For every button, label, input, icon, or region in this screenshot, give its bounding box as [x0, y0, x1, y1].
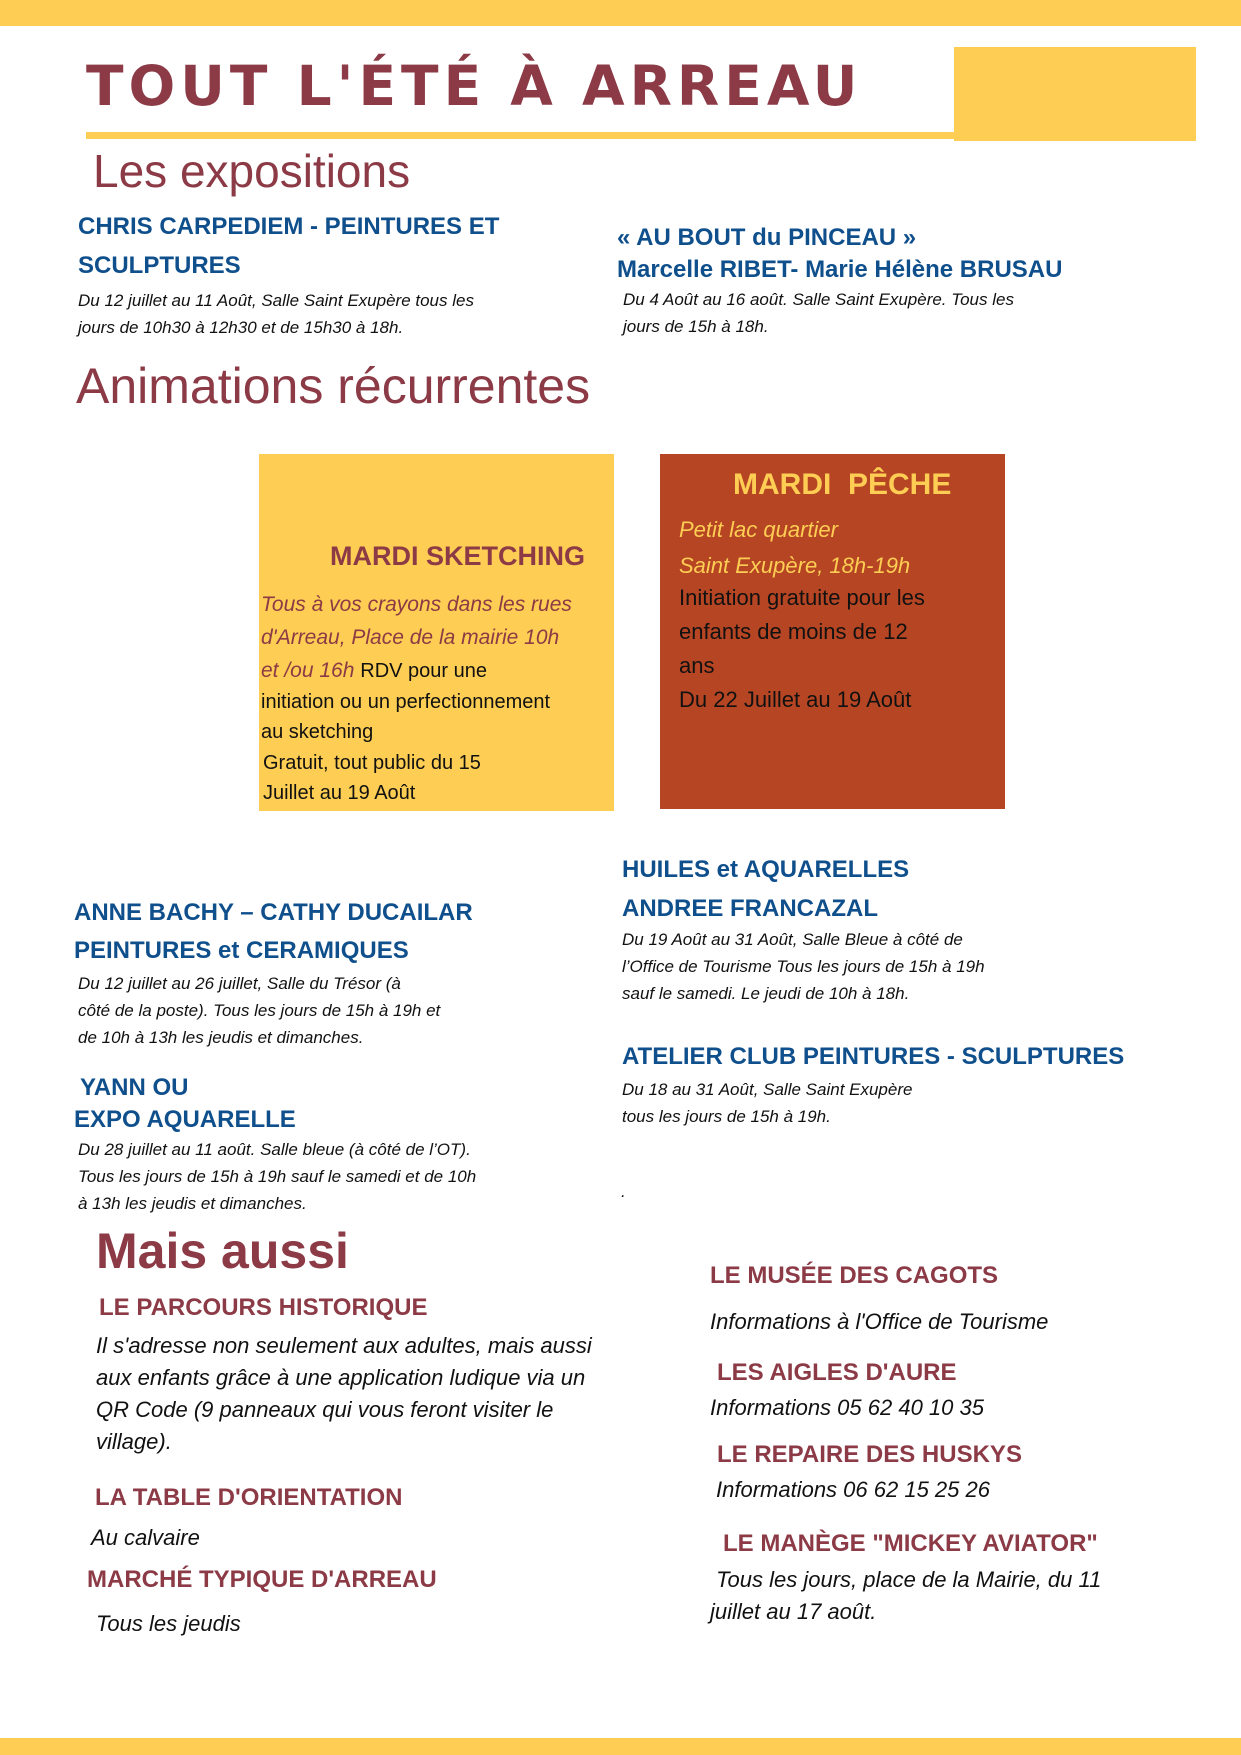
sketching-box [259, 454, 614, 811]
table-orientation-desc: Au calvaire [91, 1525, 200, 1550]
sketching-body [261, 687, 550, 747]
parcours-desc-line: QR Code (9 panneaux qui vous feront visiter le [96, 1397, 554, 1422]
marche-desc: Tous les jeudis [96, 1611, 241, 1636]
expo-description [623, 286, 1062, 340]
sketching-title: MARDI SKETCHING [330, 541, 585, 571]
sketching-body-line: initiation ou un perfectionnement [261, 691, 551, 713]
sketching-body-line: au sketching [261, 721, 374, 743]
animations-heading: Animations récurrentes [76, 358, 591, 414]
huskys-desc: Informations 06 62 15 25 26 [716, 1477, 990, 1502]
expo-title-line: « AU BOUT du PINCEAU » [617, 224, 917, 251]
expo-desc-line: Du 18 au 31 Août, Salle Saint Exupère [622, 1080, 913, 1099]
expo-title-line: CHRIS CARPEDIEM - PEINTURES ET [78, 213, 500, 240]
expo-atelier-club [622, 1037, 1124, 1130]
expo-description [622, 1076, 1124, 1130]
expo-bout-du-pinceau [617, 222, 1062, 340]
manege-desc-line: juillet au 17 août. [710, 1599, 877, 1624]
expo-desc-line: sauf le samedi. Le jeudi de 10h à 18h. [622, 984, 910, 1003]
expo-title-line: EXPO AQUARELLE [74, 1106, 296, 1133]
aigles-title: LES AIGLES D'AURE [717, 1359, 957, 1386]
sketching-italic-line: Tous à vos crayons dans les rues [261, 593, 572, 616]
sketching-rdv: RDV pour une [360, 660, 488, 682]
aigles-desc: Informations 05 62 40 10 35 [710, 1395, 984, 1420]
expo-title [74, 894, 473, 970]
expo-desc-line: Du 19 Août au 31 Août, Salle Bleue à côté de [622, 930, 963, 949]
marche-title: MARCHÉ TYPIQUE D'ARREAU [87, 1566, 437, 1593]
peche-body [679, 581, 925, 717]
expo-bachy-ducailar [74, 894, 473, 1051]
bottom-accent-band [0, 1738, 1241, 1755]
expo-desc-line: Du 12 juillet au 26 juillet, Salle du Trésor (à [78, 974, 401, 993]
page-title: TOUT L'ÉTÉ À ARREAU [86, 54, 863, 118]
expo-carpediem [78, 207, 499, 341]
peche-title: MARDI PÊCHE [733, 468, 952, 501]
expo-title-line: SCULPTURES [78, 252, 241, 279]
sketching-italic-text [261, 588, 572, 688]
expo-title-line: ATELIER CLUB PEINTURES - SCULPTURES [622, 1043, 1125, 1070]
expo-desc-line: côté de la poste). Tous les jours de 15h à 19h et [78, 1001, 441, 1020]
manege-description [710, 1564, 1101, 1628]
peche-italic-line: Saint Exupère, 18h-19h [679, 553, 911, 578]
expo-description [78, 1136, 476, 1217]
peche-italic-text [679, 512, 910, 584]
sketching-italic-line: et /ou 16h [261, 659, 355, 682]
expo-desc-line: Du 12 juillet au 11 Août, Salle Saint Exupère tous les [78, 291, 474, 310]
parcours-title: LE PARCOURS HISTORIQUE [99, 1294, 428, 1321]
title-accent-block [954, 47, 1196, 141]
peche-body-line: Initiation gratuite pour les [679, 585, 925, 610]
musee-desc: Informations à l'Office de Tourisme [710, 1309, 1049, 1334]
table-orientation-title: LA TABLE D'ORIENTATION [95, 1484, 403, 1511]
huskys-title: LE REPAIRE DES HUSKYS [717, 1441, 1022, 1468]
expositions-heading: Les expositions [93, 145, 411, 197]
sketching-footer [263, 748, 481, 808]
expo-desc-line: tous les jours de 15h à 19h. [622, 1107, 831, 1126]
peche-italic-line: Petit lac quartier [679, 517, 838, 542]
sketching-footer-line: Gratuit, tout public du 15 [263, 752, 481, 774]
parcours-desc-line: Il s'adresse non seulement aux adultes, mais aussi [96, 1333, 592, 1358]
expo-description [78, 970, 473, 1051]
expo-desc-line: jours de 15h à 18h. [623, 317, 769, 336]
mais-aussi-heading: Mais aussi [96, 1223, 349, 1279]
expo-desc-line: l’Office de Tourisme Tous les jours de 15h à 19h [622, 957, 985, 976]
sketching-italic-line: d'Arreau, Place de la mairie 10h [261, 626, 560, 649]
parcours-desc-line: village). [96, 1429, 172, 1454]
expo-desc-line: de 10h à 13h les jeudis et dimanches. [78, 1028, 364, 1047]
expo-desc-line: à 13h les jeudis et dimanches. [78, 1194, 307, 1213]
peche-body-line: enfants de moins de 12 [679, 619, 908, 644]
expo-title-line: PEINTURES et CERAMIQUES [74, 937, 409, 964]
sketching-footer-line: Juillet au 19 Août [263, 782, 416, 804]
expo-title [617, 222, 1062, 286]
musee-title: LE MUSÉE DES CAGOTS [710, 1262, 999, 1289]
expo-yann-ou [74, 1072, 476, 1217]
expo-title [78, 207, 499, 285]
expo-desc-line: Tous les jours de 15h à 19h sauf le samedi et de 10h [78, 1167, 477, 1186]
expo-desc-line: Du 28 juillet au 11 août. Salle bleue (à côté de l’OT). [78, 1140, 471, 1159]
parcours-desc-line: aux enfants grâce à une application ludique via un [96, 1365, 586, 1390]
expo-description [78, 287, 499, 341]
manege-desc-line: Tous les jours, place de la Mairie, du 11 [710, 1567, 1102, 1592]
expo-title-line: YANN OU [80, 1074, 189, 1101]
expo-title-line: Marcelle RIBET- Marie Hélène BRUSAU [617, 256, 1063, 283]
expo-desc-line: jours de 10h30 à 12h30 et de 15h30 à 18h. [78, 318, 404, 337]
expo-desc-line: Du 4 Août au 16 août. Salle Saint Exupère. Tous les [623, 290, 1014, 309]
stray-dot: . [621, 1182, 626, 1201]
expo-title [74, 1072, 476, 1136]
expo-title-line: HUILES et AQUARELLES [622, 856, 910, 883]
manege-title: LE MANÈGE "MICKEY AVIATOR" [723, 1530, 1098, 1557]
expo-title [622, 850, 985, 928]
expo-title-line: ANDREE FRANCAZAL [622, 895, 878, 922]
expo-title [622, 1037, 1124, 1076]
parcours-description [96, 1330, 592, 1458]
title-underline [86, 132, 954, 139]
expo-description [622, 926, 985, 1007]
peche-body-line: Du 22 Juillet au 19 Août [679, 687, 912, 712]
expo-title-line: ANNE BACHY – CATHY DUCAILAR [74, 899, 473, 926]
expo-huiles-aquarelles [622, 850, 985, 1007]
peche-box [660, 454, 1005, 809]
peche-body-line: ans [679, 653, 715, 678]
top-accent-band [0, 0, 1241, 26]
